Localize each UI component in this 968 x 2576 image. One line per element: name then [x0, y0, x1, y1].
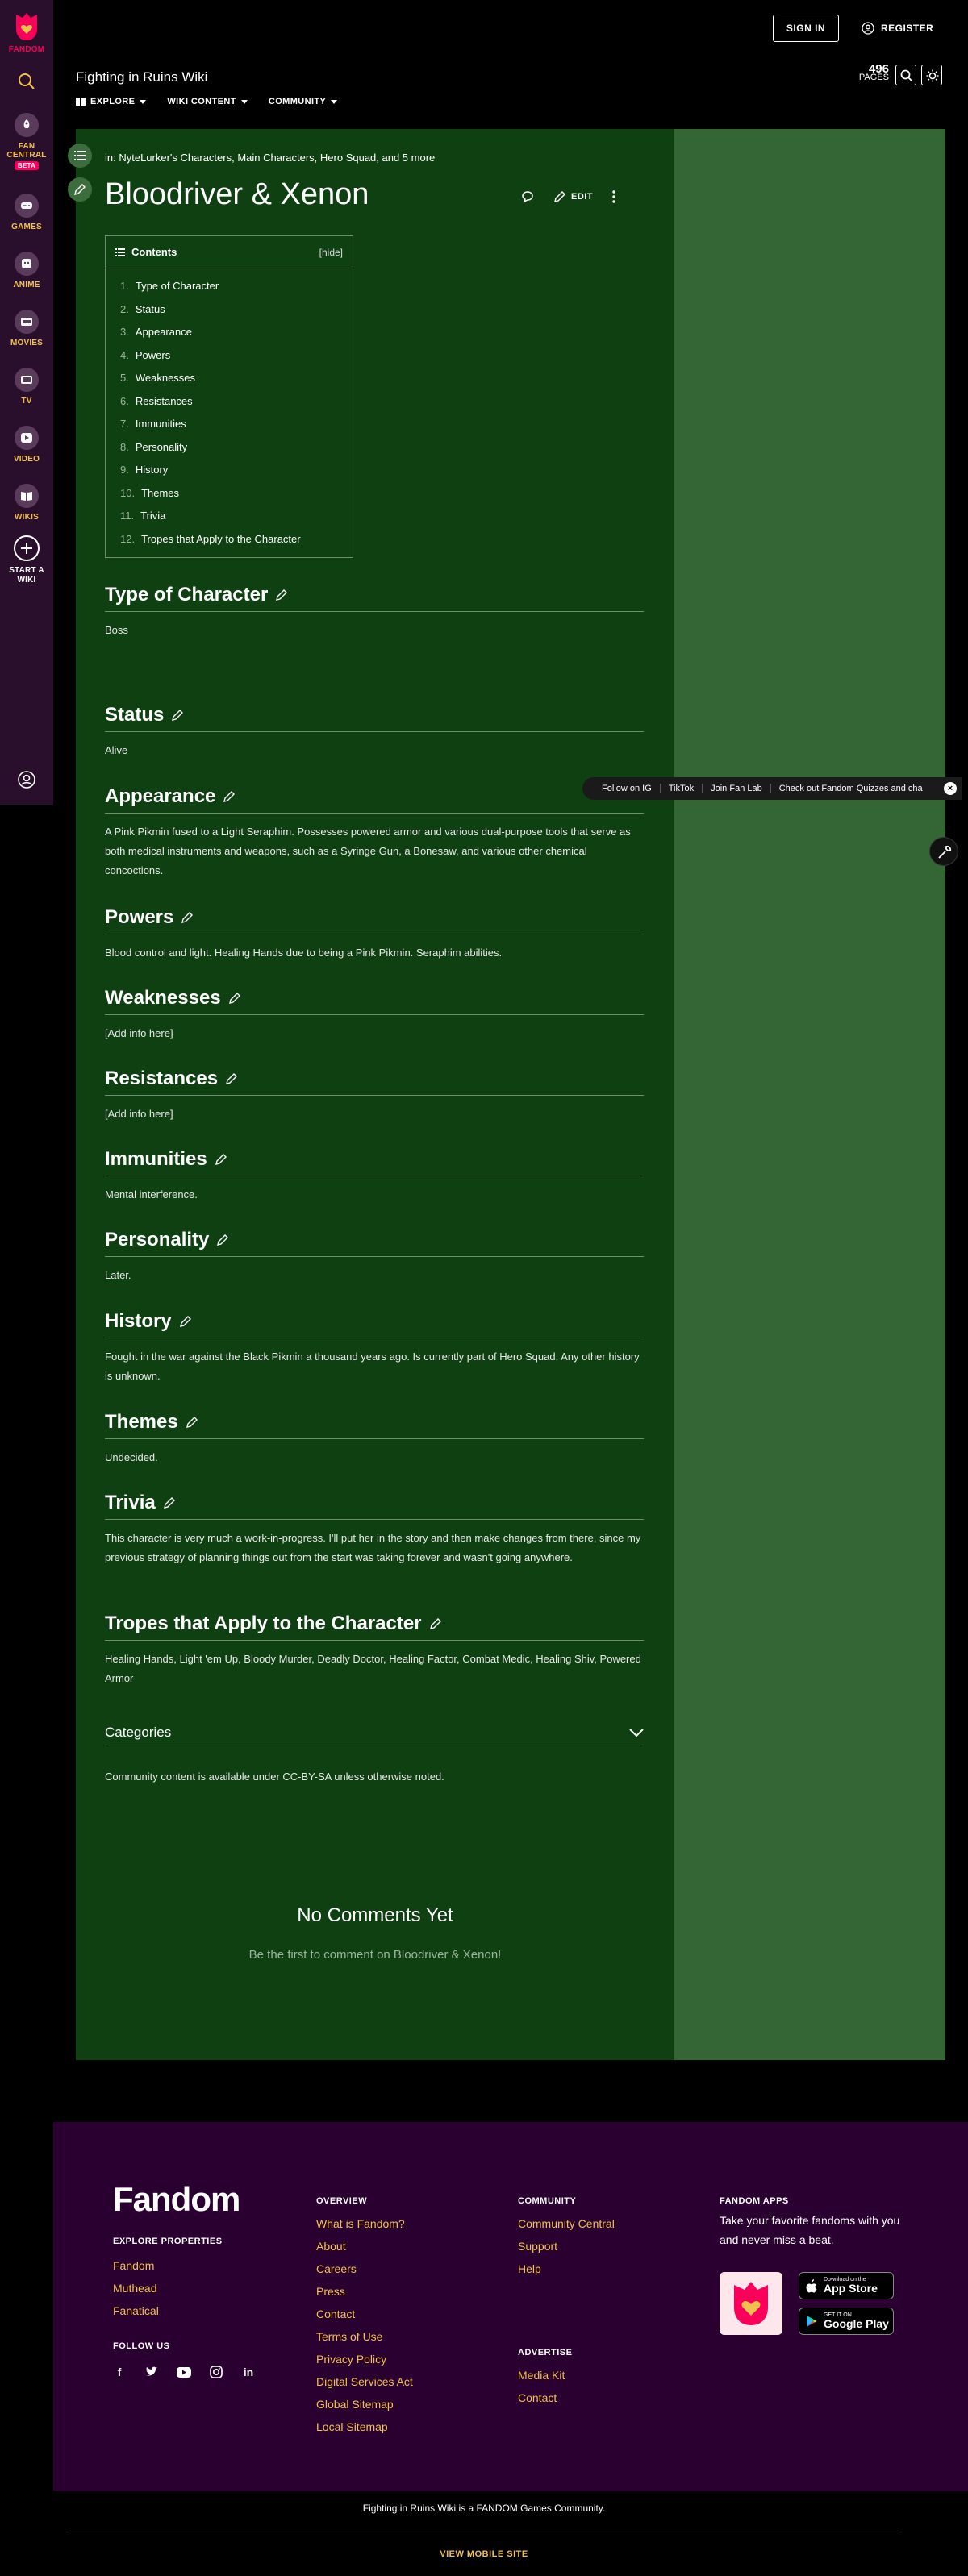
fan-lab-link[interactable]: Join Fan Lab: [703, 784, 771, 793]
global-nav: [0, 0, 53, 805]
section-body: Healing Hands, Light 'em Up, Bloody Murder, Deadly Doctor, Healing Factor, Combat Medic, Healing Shiv, Powered Armor: [105, 1653, 641, 1684]
footer-link[interactable]: Media Kit: [518, 2369, 565, 2382]
footer: [53, 2122, 968, 2491]
gnav-games-label: GAMES: [11, 223, 42, 231]
chevron-down-icon: [331, 100, 337, 104]
right-rail: [674, 129, 945, 2060]
edit-button[interactable]: [553, 190, 593, 203]
nav-wiki-content[interactable]: [167, 97, 247, 106]
pencil-icon[interactable]: [217, 1234, 228, 1246]
article-side-tools: [68, 144, 92, 211]
fandom-app-logo: [720, 2272, 782, 2335]
controller-icon: [15, 194, 39, 218]
fandom-apps-title: FANDOM APPS: [720, 2196, 789, 2206]
section-body: Blood control and light. Healing Hands due to being a Pink Pikmin. Seraphim abilities.: [105, 947, 503, 959]
tools-button[interactable]: [929, 837, 958, 866]
footer-link[interactable]: Help: [518, 2262, 541, 2275]
footer-link[interactable]: Careers: [316, 2262, 357, 2275]
section-body: Mental interference.: [105, 1188, 198, 1201]
user-icon: [862, 22, 874, 35]
toc-item[interactable]: 2. Status: [120, 302, 165, 315]
section-heading: Trivia: [105, 1492, 644, 1520]
section-body: [Add info here]: [105, 1108, 173, 1120]
gnav-anime-label: ANIME: [13, 281, 40, 289]
apple-icon: [806, 2279, 817, 2293]
chevron-down-icon: [241, 100, 248, 104]
comments-empty-title: No Comments Yet: [297, 1904, 453, 1926]
section-heading: Weaknesses: [105, 987, 644, 1015]
toc-item[interactable]: 4. Powers: [120, 348, 171, 361]
section-heading: Appearance: [105, 785, 644, 814]
toc-item[interactable]: 7. Immunities: [120, 418, 186, 430]
pencil-icon[interactable]: [164, 1497, 175, 1509]
gnav-wikis[interactable]: [0, 484, 53, 522]
footer-link[interactable]: Community Central: [518, 2217, 615, 2230]
toc-header: [106, 236, 353, 268]
wiki-name-link[interactable]: Fighting in Ruins Wiki: [76, 69, 208, 85]
footer-link-fanatical[interactable]: Fanatical: [113, 2304, 159, 2317]
toc-item[interactable]: 11. Trivia: [120, 510, 166, 522]
pencil-icon: [553, 190, 566, 203]
sun-icon: [926, 69, 939, 82]
section-body: Boss: [105, 624, 128, 636]
advertise-title: ADVERTISE: [518, 2348, 573, 2358]
google-play-big-label: Google Play: [824, 2317, 889, 2330]
section-heading: Personality: [105, 1229, 644, 1257]
footer-link[interactable]: What is Fandom?: [316, 2217, 405, 2230]
view-mobile-site-link[interactable]: VIEW MOBILE SITE: [440, 2549, 528, 2559]
pencil-icon: [74, 184, 86, 195]
page-title: Bloodriver & Xenon: [105, 177, 369, 211]
section-body: Alive: [105, 744, 128, 756]
instagram-icon[interactable]: [208, 2364, 224, 2380]
pencil-icon[interactable]: [226, 1073, 237, 1084]
footer-link[interactable]: Terms of Use: [316, 2330, 383, 2343]
fandom-logo-link[interactable]: [0, 11, 53, 54]
pencil-icon[interactable]: [223, 791, 235, 802]
close-icon[interactable]: ×: [944, 782, 957, 795]
section-heading: Themes: [105, 1411, 644, 1439]
page-actions: [521, 190, 615, 203]
fandom-flame-icon: [13, 11, 40, 42]
search-icon: [900, 69, 913, 82]
tiktok-link[interactable]: TikTok: [661, 784, 703, 793]
chevron-down-icon: [140, 100, 146, 104]
section-heading: Resistances: [105, 1067, 644, 1096]
app-store-button[interactable]: [799, 2272, 894, 2299]
section-body: A Pink Pikmin fused to a Light Seraphim. Possesses powered armor and various dual-purpose tools that serve as both medical instruments and weapons, such as a Syringe Gun, a Bonesaw, and various other chemical concoctions.: [105, 826, 631, 876]
fandom-logo-label: FANDOM: [8, 45, 45, 54]
toc-item[interactable]: 3. Appearance: [120, 326, 192, 338]
comments-empty-subtitle: Be the first to comment on Bloodriver & Xenon!: [248, 1948, 502, 1962]
plus-icon: [14, 535, 40, 561]
follow-ig-link[interactable]: Follow on IG: [594, 784, 661, 793]
section-body: Undecided.: [105, 1451, 158, 1463]
follow-us-title: FOLLOW US: [113, 2341, 170, 2351]
youtube-icon[interactable]: [176, 2364, 192, 2380]
pencil-icon[interactable]: [186, 1417, 198, 1428]
twitter-icon[interactable]: [144, 2364, 160, 2380]
footer-link-fandom[interactable]: Fandom: [113, 2259, 155, 2272]
toc-item[interactable]: 5. Weaknesses: [120, 372, 196, 384]
nav-community[interactable]: [269, 97, 337, 106]
theme-toggle-button[interactable]: [921, 65, 942, 85]
play-icon: [15, 426, 39, 450]
beta-badge: BETA: [15, 161, 39, 170]
comment-icon: [521, 190, 534, 203]
section-heading: Status: [105, 704, 644, 732]
pencil-icon[interactable]: [276, 589, 287, 601]
footer-link[interactable]: Digital Services Act: [316, 2375, 413, 2388]
pencil-icon[interactable]: [215, 1154, 227, 1165]
chevron-down-icon: [629, 1728, 644, 1737]
toc-hide-button[interactable]: [hide]: [319, 246, 343, 258]
footer-link[interactable]: Press: [316, 2285, 345, 2298]
wrench-icon: [937, 845, 952, 859]
footer-link[interactable]: Global Sitemap: [316, 2398, 394, 2411]
section-body: Later.: [105, 1269, 131, 1281]
tv-icon: [15, 368, 39, 392]
user-icon: [17, 770, 36, 789]
section-heading: Tropes that Apply to the Character: [105, 1613, 644, 1641]
wiki-search-button[interactable]: [895, 65, 916, 85]
film-icon: [15, 310, 39, 334]
comments-button[interactable]: [521, 190, 534, 203]
rocket-icon: [15, 113, 39, 137]
more-vertical-icon: [612, 190, 615, 203]
pages-count: 496: [868, 62, 889, 76]
categories-toggle[interactable]: [105, 1719, 644, 1746]
overview-title: OVERVIEW: [316, 2196, 368, 2206]
license-text: Community content is available under CC-BY-SA unless otherwise noted.: [105, 1771, 444, 1783]
explore-icon: [76, 98, 86, 106]
section-heading: History: [105, 1310, 644, 1338]
pencil-icon[interactable]: [229, 993, 240, 1004]
article-categories-line[interactable]: in: NyteLurker's Characters, Main Characters, Hero Squad, and 5 more: [105, 152, 436, 164]
follow-bar: [582, 777, 962, 800]
pages-counter: [853, 62, 889, 82]
side-edit-button[interactable]: [68, 177, 92, 202]
toc-item[interactable]: 9. History: [120, 464, 169, 476]
linkedin-icon[interactable]: in: [243, 2366, 254, 2378]
anime-icon: [15, 252, 39, 276]
user-account-button[interactable]: [0, 770, 53, 789]
explore-properties-title: EXPLORE PROPERTIES: [113, 2237, 223, 2246]
gnav-games[interactable]: [0, 194, 53, 231]
book-icon: [15, 484, 39, 508]
community-note: Fighting in Ruins Wiki is a FANDOM Games Community.: [362, 2503, 606, 2514]
table-of-contents: [105, 235, 353, 558]
section-heading: Immunities: [105, 1148, 644, 1176]
toc-item[interactable]: 8. Personality: [120, 440, 188, 453]
edit-label: EDIT: [571, 192, 594, 202]
gnav-tv[interactable]: [0, 368, 53, 406]
section-heading: Type of Character: [105, 584, 644, 612]
start-a-wiki-button[interactable]: [0, 535, 53, 585]
nav-wiki-content-label: WIKI CONTENT: [167, 97, 236, 106]
google-play-icon: [806, 2315, 817, 2328]
list-icon: [74, 150, 86, 161]
register-button[interactable]: [862, 15, 933, 42]
gnav-wikis-label: WIKIS: [15, 513, 39, 522]
section-body: This character is very much a work-in-progress. I'll put her in the story and then make changes from there, since my previous strategy of planning things out from the start was taking forever and wasn't going anywhere.: [105, 1532, 641, 1563]
footer-link-muthead[interactable]: Muthead: [113, 2282, 157, 2295]
footer-link[interactable]: Support: [518, 2240, 558, 2253]
section-heading: Powers: [105, 906, 644, 934]
gnav-movies[interactable]: [0, 310, 53, 347]
toc-item[interactable]: 12. Tropes that Apply to the Character: [120, 532, 301, 545]
gnav-fan-central-label: FAN CENTRAL: [6, 142, 47, 160]
nav-community-label: COMMUNITY: [268, 97, 327, 106]
toc-list: [106, 268, 353, 557]
gnav-video-label: VIDEO: [13, 455, 40, 464]
nav-explore[interactable]: [76, 97, 146, 106]
pencil-icon[interactable]: [172, 710, 183, 721]
categories-label: Categories: [105, 1724, 172, 1740]
facebook-icon[interactable]: f: [117, 2366, 122, 2378]
pages-label: PAGES: [858, 73, 889, 82]
footer-link[interactable]: Local Sitemap: [316, 2420, 388, 2433]
list-icon: [115, 248, 125, 256]
footer-link[interactable]: Privacy Policy: [316, 2353, 387, 2366]
toc-item[interactable]: 10. Themes: [120, 486, 180, 499]
fandom-apps-text: Take your favorite fandoms with you and never miss a beat.: [720, 2214, 900, 2246]
toc-toggle-button[interactable]: [68, 144, 92, 168]
toc-title: Contents: [131, 246, 177, 258]
quizzes-link[interactable]: Check out Fandom Quizzes and cha: [778, 784, 923, 793]
pencil-icon[interactable]: [180, 1316, 191, 1327]
gnav-movies-label: MOVIES: [10, 339, 44, 347]
social-links: [111, 2364, 257, 2380]
toc-item[interactable]: 6. Resistances: [120, 394, 193, 407]
search-icon: [18, 73, 35, 90]
footer-link[interactable]: About: [316, 2240, 346, 2253]
pencil-icon[interactable]: [430, 1618, 441, 1629]
google-play-button[interactable]: [799, 2308, 894, 2335]
gnav-fan-central[interactable]: [0, 113, 53, 170]
app-store-big-label: App Store: [824, 2282, 878, 2295]
toc-item[interactable]: 1. Type of Character: [120, 280, 219, 292]
more-actions-button[interactable]: [612, 190, 615, 203]
google-play-small-label: GET IT ON: [824, 2312, 852, 2318]
start-a-wiki-label: START A WIKI: [9, 566, 44, 585]
nav-explore-label: EXPLORE: [90, 97, 136, 106]
section-body: [Add info here]: [105, 1027, 173, 1039]
footer-link[interactable]: Contact: [518, 2391, 557, 2404]
wiki-nav: [76, 97, 337, 106]
search-button[interactable]: [0, 73, 53, 90]
pencil-icon[interactable]: [182, 912, 193, 923]
register-label: REGISTER: [881, 23, 934, 34]
sign-in-button[interactable]: SIGN IN: [773, 15, 839, 42]
community-title: COMMUNITY: [518, 2196, 577, 2206]
gnav-tv-label: TV: [21, 397, 32, 406]
section-body: Fought in the war against the Black Pikmin a thousand years ago. Is currently part of Hero Squad. Any other history is unknown.: [105, 1350, 640, 1382]
footer-link[interactable]: Contact: [316, 2308, 356, 2320]
gnav-video[interactable]: [0, 426, 53, 464]
footer-logo[interactable]: Fandom: [113, 2180, 240, 2218]
app-store-small-label: Download on the: [824, 2277, 866, 2283]
fandom-flame-icon: [720, 2272, 782, 2335]
gnav-anime[interactable]: [0, 252, 53, 289]
